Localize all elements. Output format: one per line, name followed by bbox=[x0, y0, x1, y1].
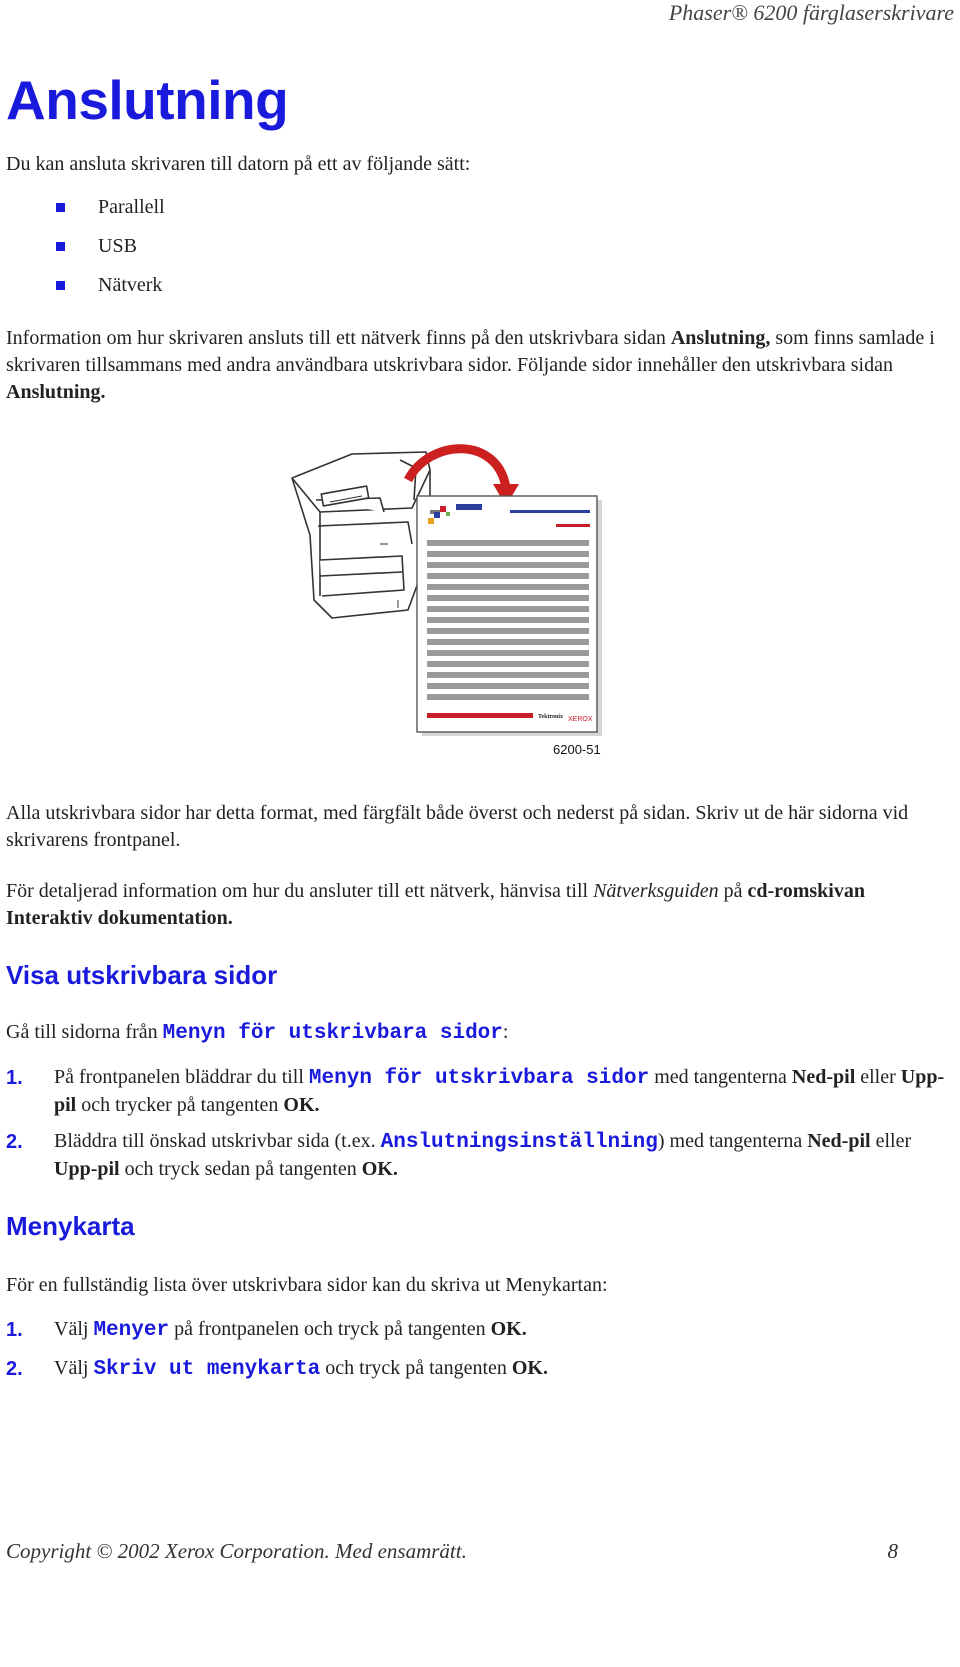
text-run: eller bbox=[870, 1130, 912, 1152]
page-number: 8 bbox=[887, 1539, 898, 1563]
text-run: Information om hur skrivaren ansluts till ett nätverk finns på den utskrivbara sidan bbox=[6, 327, 671, 349]
text-run: : bbox=[502, 1021, 509, 1043]
step-number: 1. bbox=[6, 1067, 23, 1089]
heading-menykarta: Menykarta bbox=[6, 1211, 135, 1241]
text-run: Välj bbox=[54, 1357, 94, 1379]
heading-visa-utskrivbara-sidor: Visa utskrivbara sidor bbox=[6, 960, 278, 990]
bullet-square-icon bbox=[56, 281, 65, 290]
menykarta-step-1 bbox=[54, 1316, 954, 1344]
intro-paragraph: Du kan ansluta skrivaren till datorn på ett av följande sätt: bbox=[6, 153, 471, 175]
text-run: på bbox=[718, 880, 748, 902]
copyright-footer: Copyright © 2002 Xerox Corporation. Med ensamrätt. bbox=[6, 1539, 467, 1563]
menu-name: Anslutningsinställning bbox=[380, 1131, 658, 1154]
figure-label: 6200-51 bbox=[553, 742, 601, 757]
menykarta-step-2 bbox=[54, 1355, 954, 1383]
bullet-square-icon bbox=[56, 203, 65, 212]
network-info-paragraph bbox=[6, 325, 954, 406]
text-run: ) med tangenterna bbox=[657, 1130, 808, 1152]
detail-paragraph bbox=[6, 878, 954, 932]
key-name: Upp-pil bbox=[54, 1158, 120, 1180]
menu-name: Skriv ut menykarta bbox=[93, 1358, 321, 1381]
text-run: med tangenterna bbox=[649, 1066, 792, 1088]
brand-xerox: XEROX bbox=[568, 716, 593, 723]
italic-term: Nätverksguiden bbox=[593, 880, 719, 902]
bullet-label: Nätverk bbox=[98, 274, 163, 296]
step-number: 1. bbox=[6, 1319, 23, 1341]
page-text-lines bbox=[427, 540, 589, 700]
visa-step-2 bbox=[54, 1128, 954, 1183]
key-name: OK. bbox=[490, 1318, 527, 1340]
menu-name: Menyn för utskrivbara sidor bbox=[162, 1022, 503, 1045]
key-name: OK. bbox=[283, 1094, 320, 1116]
step-number: 2. bbox=[6, 1358, 23, 1380]
text-run: eller bbox=[855, 1066, 901, 1088]
key-name: Upp-pil bbox=[54, 1066, 945, 1116]
printer-page-illustration bbox=[280, 440, 620, 770]
text-run: På frontpanelen bläddrar du till bbox=[54, 1066, 309, 1088]
bold-term: Anslutning, bbox=[670, 327, 771, 349]
bold-term: Anslutning. bbox=[6, 381, 106, 403]
format-paragraph: Alla utskrivbara sidor har detta format, med färgfält både överst och nederst på sidan. Skriv ut de här sidorna vid skrivarens frontpanel. bbox=[6, 802, 909, 851]
running-header: Phaser® 6200 färglaserskrivare bbox=[668, 0, 954, 25]
step-number: 2. bbox=[6, 1131, 23, 1153]
key-name: Ned-pil bbox=[807, 1130, 871, 1152]
brand-tektronix: Tektronix bbox=[538, 714, 564, 720]
page-title: Anslutning bbox=[6, 69, 289, 131]
bold-term: cd-romskivan Interaktiv dokumentation. bbox=[6, 880, 865, 929]
key-name: Ned-pil bbox=[791, 1066, 856, 1088]
text-run: För detaljerad information om hur du ansluter till ett nätverk, hänvisa till bbox=[6, 880, 594, 902]
visa-intro-paragraph bbox=[6, 1019, 954, 1047]
text-run: och tryck sedan på tangenten bbox=[119, 1158, 362, 1180]
printable-page-icon bbox=[417, 496, 597, 732]
visa-step-1 bbox=[54, 1064, 954, 1119]
menykarta-intro-paragraph: För en fullständig lista över utskrivbara sidor kan du skriva ut Menykartan: bbox=[6, 1274, 608, 1296]
bullet-label: Parallell bbox=[98, 196, 165, 218]
text-run: och tryck på tangenten bbox=[320, 1357, 512, 1379]
key-name: OK. bbox=[511, 1357, 548, 1379]
text-run: Gå till sidorna från bbox=[6, 1021, 163, 1043]
key-name: OK. bbox=[361, 1158, 398, 1180]
text-run: på frontpanelen och tryck på tangenten bbox=[169, 1318, 491, 1340]
menu-name: Menyn för utskrivbara sidor bbox=[308, 1067, 650, 1090]
text-run: Bläddra till önskad utskrivbar sida (t.ex. bbox=[54, 1130, 381, 1152]
text-run: och trycker på tangenten bbox=[76, 1094, 284, 1116]
bullet-label: USB bbox=[98, 235, 137, 257]
text-run: Välj bbox=[54, 1318, 94, 1340]
bullet-square-icon bbox=[56, 242, 65, 251]
menu-name: Menyer bbox=[93, 1319, 170, 1342]
text-run: som finns samlade i skrivaren tillsammans med andra användbara utskrivbara sidor. Följande sidor innehåller den utskrivbara sidan bbox=[6, 327, 935, 376]
